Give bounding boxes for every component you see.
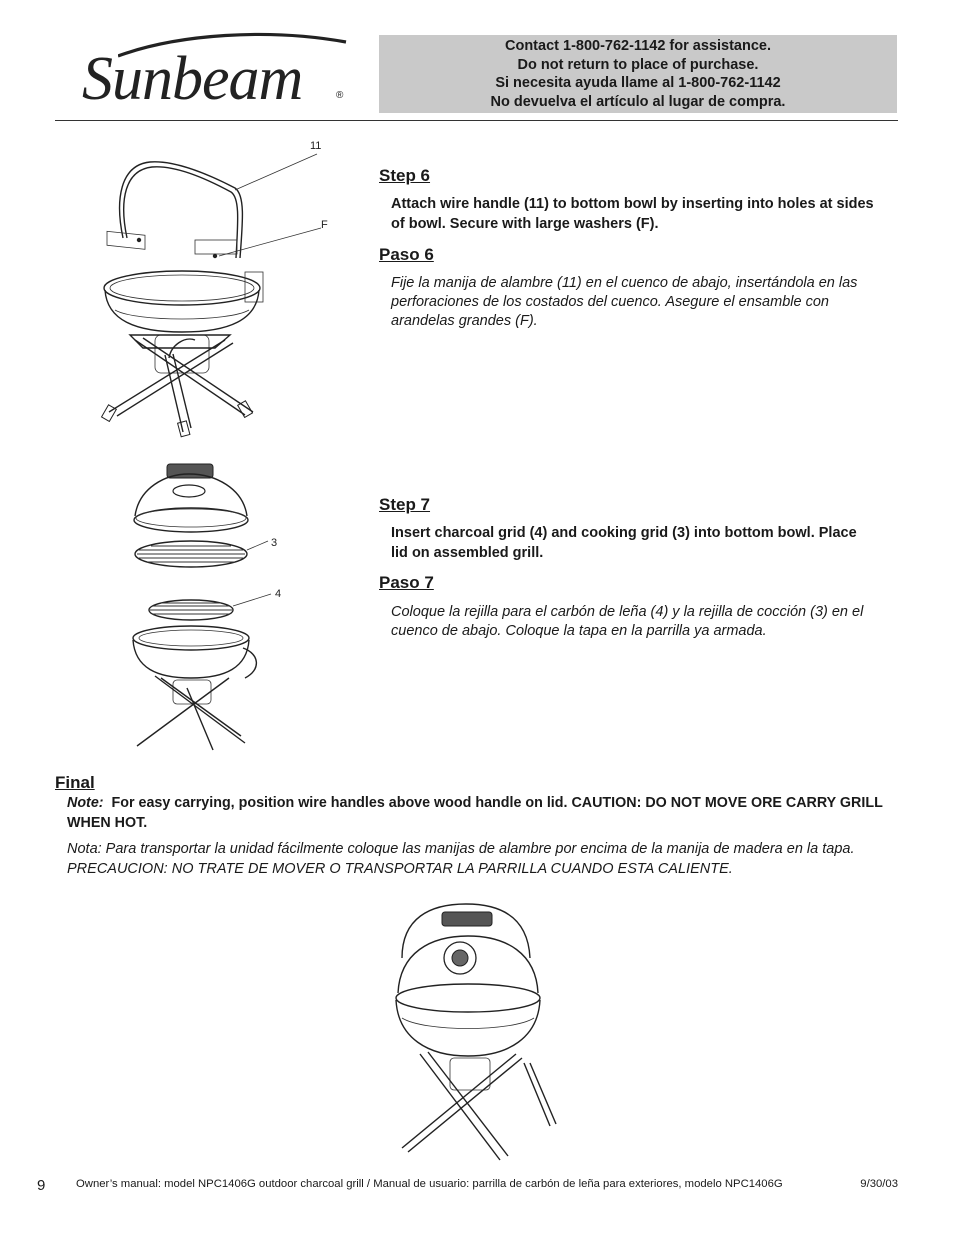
leg [137,678,229,746]
ash-cup [450,1058,490,1090]
lid [135,474,247,516]
bowl-rim [104,271,260,305]
contact-line: Si necesita ayuda llame al 1-800-762-1142 [495,75,781,91]
final-illustration [380,898,560,1168]
step7-illustration [125,458,290,753]
header-divider [55,120,898,121]
brand-name: Sunbeam [82,45,303,113]
contact-line: No devuelva el artículo al lugar de compra. [490,93,786,110]
bracket-right [195,240,237,254]
footer-date: 9/30/03 [860,1178,898,1190]
leg [402,1054,516,1148]
leg [135,340,245,415]
step6-heading: Step 6 [379,166,431,185]
step7-text-en: Insert charcoal grid (4) and cooking grid (3) into bottom bowl. Place lid on assembled grill. [391,525,857,561]
step6-text-es: Fije la manija de alambre (11) en el cuenco de abajo, insertándola en las perforaciones de los costados del cuenco. Asegure el ensamble con arandelas grandes (F). [391,275,858,329]
contact-box [379,35,897,113]
step7-text-es: Coloque la rejilla para el carbón de leña (4) y la rejilla de cocción (3) en el cuenco de abajo. Coloque la tapa en la parrilla ya armada. [391,604,864,639]
callout-11: 11 [310,140,322,152]
wire-handle-part [120,162,243,258]
final-note-en [67,793,907,833]
vent-icon [173,485,205,497]
final-heading: Final [55,773,95,792]
leg [155,676,245,743]
callout-4: 4 [275,588,282,600]
sunbeam-logo [78,30,348,120]
final-note-es: Nota: Para transportar la unidad fácilmente coloque las manijas de alambre por encima de la manija de madera en la tapa. PRECAUCION: NO TRATE DE MOVER O TRANSPORTAR LA PARRILLA CUANDO ESTA CALIENTE. [67,841,855,877]
footer [76,1178,898,1190]
wood-handle [442,912,492,926]
registered-mark: ® [336,90,344,101]
callout-3: 3 [271,537,278,549]
paso7-heading: Paso 7 [379,573,434,592]
leg [109,340,225,412]
bottom-bowl-rim [133,626,249,650]
step6-illustration [95,140,345,440]
contact-line: Do not return to place of purchase. [517,56,759,73]
note-text-en: For easy carrying, position wire handles above wood handle on lid. CAUTION: DO NOT MOVE ORE CARRY GRILL WHEN HOT. [67,795,883,831]
contact-line: Contact 1-800-762-1142 for assistance. [505,38,771,54]
note-label: Note: [67,795,104,811]
callout-f: F [321,219,328,231]
page-number: 9 [37,1177,46,1194]
step6-text-en: Attach wire handle (11) to bottom bowl by inserting into holes at sides of bowl. Secure with large washers (F). [391,196,874,232]
paso6-heading: Paso 6 [379,245,434,264]
footer-text: Owner’s manual: model NPC1406G outdoor charcoal grill / Manual de usuario: parrilla de carbón de leña para exteriores, modelo NPC1406G [76,1178,783,1190]
leg [420,1054,500,1160]
step7-heading: Step 7 [379,495,431,514]
